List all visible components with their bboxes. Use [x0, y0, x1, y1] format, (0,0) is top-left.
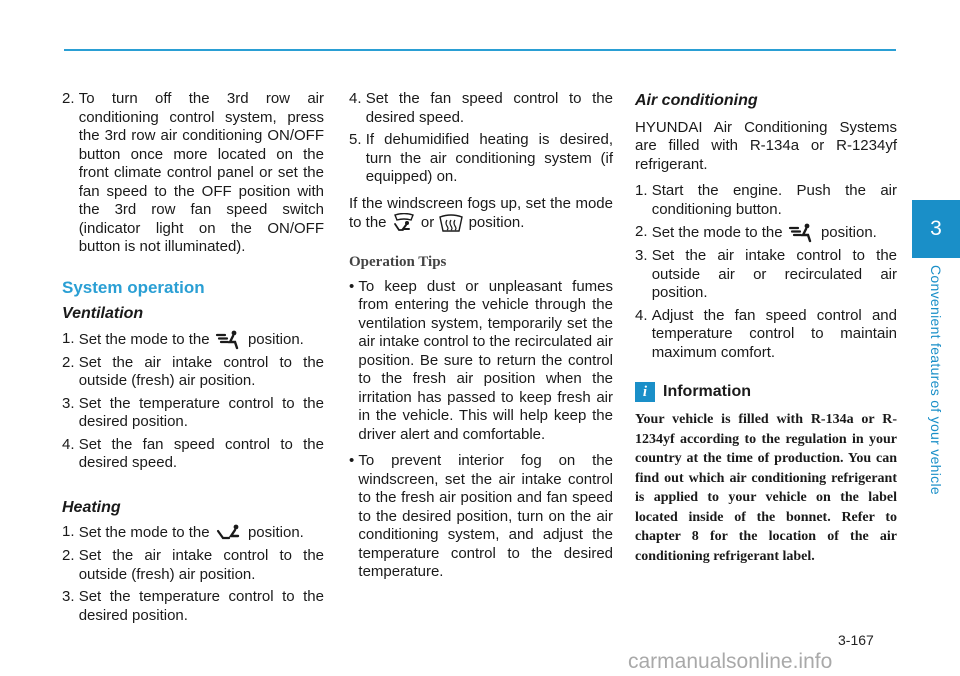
section-heading-system-operation: System operation: [62, 277, 205, 297]
list-item: • To prevent interior fog on the windscreen, set the air intake control to the fresh air position and fan speed to the desired position, turn on the air conditioning system, and adjust the temperature control to the desired temperature.: [349, 452, 613, 580]
list-item: 4. Adjust the fan speed control and temperature control to maintain maximum comfort.: [635, 306, 897, 361]
chapter-side-title: Convenient features of your vehicle: [928, 265, 944, 495]
face-vent-mode-icon: [214, 330, 244, 350]
floor-mode-icon: [214, 523, 244, 543]
chapter-tab: 3: [912, 200, 960, 258]
list-item: 1. Start the engine. Push the air conditioning button.: [635, 182, 897, 218]
fog-paragraph: If the windscreen fogs up, set the mode to the or position.: [349, 195, 613, 234]
subheading-air-conditioning: Air conditioning: [635, 92, 758, 109]
floor-defrost-mode-icon: [391, 213, 417, 233]
subheading-ventilation: Ventilation: [62, 305, 144, 322]
information-body: Your vehicle is filled with R-134a or R-1234yf according to the regulation in your country at the time of production. You can find out which air conditioning refrigerant is applied to your vehicle on the label located inside of the bonnet. Refer to chapter 8 for the location of the air conditioning refrigerant label.: [635, 412, 897, 564]
list-item: • To keep dust or unpleasant fumes from entering the vehicle through the ventilation system, temporarily set the air intake control to the recirculated air position. Be sure to return the control to the fresh air position when the irritation has passed to keep fresh air in the vehicle. This will help keep the driver alert and comfortable.: [349, 277, 613, 443]
list-item: 2. Set the air intake control to the outside (fresh) air position.: [62, 547, 324, 583]
list-item: 1. Set the mode to the position.: [62, 330, 324, 350]
list-item: 3. Set the temperature control to the desired position.: [62, 588, 324, 624]
list-item: 3. Set the temperature control to the desired position.: [62, 394, 324, 430]
list-item: 3. Set the air intake control to the outside air or recirculated air position.: [635, 247, 897, 301]
information-heading: i Information: [635, 382, 897, 402]
list-item: 5. If dehumidified heating is desired, turn the air conditioning system (if equipped) on.: [349, 131, 613, 185]
information-icon: i: [635, 382, 655, 402]
list-item: 2. Set the air intake control to the outside (fresh) air position.: [62, 353, 324, 389]
page-number: 3-167: [838, 632, 874, 648]
windscreen-defrost-icon: [438, 213, 464, 233]
column-2: [349, 90, 613, 582]
header-rule: [64, 49, 896, 51]
list-item: 4. Set the fan speed control to the desired speed.: [62, 435, 324, 471]
face-vent-mode-icon: [787, 223, 817, 243]
subheading-operation-tips: Operation Tips: [349, 254, 447, 270]
list-item: 4. Set the fan speed control to the desired speed.: [349, 90, 613, 126]
list-item: 1. Set the mode to the position.: [62, 523, 324, 543]
list-item: 2. To turn off the 3rd row air conditioning control system, press the 3rd row air conditioning ON/OFF button once more located on the front climate control panel or set the fan speed to the OFF position with the 3rd row fan speed switch (indicator light on the ON/OFF button is not illuminated).: [62, 90, 324, 255]
watermark: carmanualsonline.info: [628, 650, 833, 673]
column-3: [635, 90, 897, 566]
ac-intro: HYUNDAI Air Conditioning Systems are filled with R-134a or R-1234yf refrigerant.: [635, 118, 897, 173]
list-item: 2. Set the mode to the position.: [635, 223, 897, 243]
subheading-heating: Heating: [62, 498, 121, 516]
column-1: [62, 90, 324, 625]
